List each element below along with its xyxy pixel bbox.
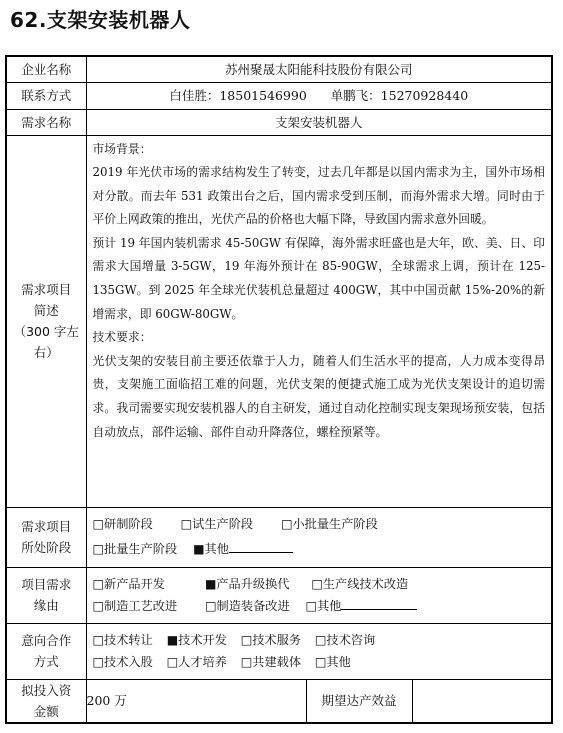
description-label-line: 右） bbox=[33, 345, 59, 360]
stage-options bbox=[86, 507, 552, 567]
cooperation-label bbox=[6, 623, 86, 679]
demand-name-value: 支架安装机器人 bbox=[86, 109, 552, 135]
contact-value: 白佳胜：18501546990 单鹏飞：15270928440 bbox=[86, 82, 552, 109]
description-row bbox=[6, 135, 552, 507]
description-paragraph: 2019 年光伏市场的需求结构发生了转变，过去几年都是以国内需求为主，国外市场相对分散。而去年 531 政策出台之后，国内需求受到压制，而海外需求大增。同时由于平价上网政策的推出，光伏产品的价格也大幅下降，导致国内需求意外回暖。 bbox=[92, 165, 546, 227]
description-label-line: 简述 bbox=[33, 303, 59, 318]
origin-options bbox=[86, 567, 552, 623]
cooperation-label-line: 意向合作 bbox=[21, 633, 72, 648]
cooperation-option-checkbox-checked[interactable]: ■技术开发 bbox=[166, 633, 227, 647]
description-content bbox=[86, 135, 552, 507]
origin-option-checkbox[interactable]: □其他 bbox=[305, 599, 342, 613]
demand-form-table bbox=[5, 55, 553, 724]
investment-row bbox=[6, 679, 552, 723]
stage-option-checkbox[interactable]: □小批量生产阶段 bbox=[280, 517, 378, 531]
description-paragraph: 技术要求： bbox=[92, 330, 152, 345]
origin-other-blank[interactable] bbox=[341, 597, 417, 610]
expected-benefit-value[interactable] bbox=[412, 679, 552, 723]
cooperation-option-checkbox[interactable]: □其他 bbox=[314, 655, 351, 669]
cooperation-options bbox=[86, 623, 552, 679]
company-value: 苏州聚晟太阳能科技股份有限公司 bbox=[86, 56, 552, 82]
investment-label-line: 拟投入资 bbox=[21, 682, 72, 698]
origin-option-checkbox[interactable]: □制造装备改进 bbox=[205, 599, 290, 613]
description-label bbox=[6, 135, 86, 507]
demand-name-label: 需求名称 bbox=[6, 109, 86, 135]
investment-label bbox=[6, 679, 86, 723]
stage-option-checkbox[interactable]: □研制阶段 bbox=[92, 517, 153, 531]
cooperation-option-checkbox[interactable]: □技术转让 bbox=[92, 633, 153, 647]
contact-row bbox=[6, 82, 552, 109]
stage-option-checkbox[interactable]: □试生产阶段 bbox=[180, 517, 254, 531]
demand-name-row bbox=[6, 109, 552, 135]
expected-benefit-label: 期望达产效益 bbox=[306, 679, 412, 723]
company-label: 企业名称 bbox=[6, 56, 86, 82]
description-label-line: 需求项目 bbox=[21, 282, 72, 297]
stage-label-line: 需求项目 bbox=[21, 519, 72, 534]
page-title: 62.支架安装机器人 bbox=[10, 8, 191, 32]
description-paragraph: 光伏支架的安装目前主要还依靠于人力，随着人们生活水平的提高，人力成本变得昂贵，支架施工面临招工难的问题，光伏支架的便捷式施工成为光伏支架设计的追切需求。我司需要实现安装机器人的自主研发，通过自动化控制实现支架现场预安装，包括自动放点，部件运输、部件自动升降落位，螺栓预紧等。 bbox=[92, 353, 546, 439]
cooperation-row bbox=[6, 623, 552, 679]
origin-label-line: 缘由 bbox=[33, 598, 59, 613]
investment-amount: 200 万 bbox=[86, 679, 306, 723]
description-paragraph: 市场背景： bbox=[92, 141, 152, 156]
stage-option-checkbox[interactable]: □批量生产阶段 bbox=[92, 542, 178, 556]
company-row bbox=[6, 56, 552, 82]
stage-option-checkbox-checked[interactable]: ■其他 bbox=[193, 542, 229, 556]
origin-label bbox=[6, 567, 86, 623]
cooperation-option-checkbox[interactable]: □技术入股 bbox=[92, 655, 153, 669]
cooperation-option-checkbox[interactable]: □技术服务 bbox=[240, 633, 302, 647]
cooperation-option-checkbox[interactable]: □共建载体 bbox=[240, 655, 302, 669]
investment-label-line: 金额 bbox=[33, 703, 59, 719]
origin-option-checkbox[interactable]: □新产品开发 bbox=[92, 577, 165, 591]
cooperation-option-checkbox[interactable]: □技术咨询 bbox=[314, 633, 376, 647]
stage-other-blank[interactable] bbox=[229, 540, 293, 553]
stage-row bbox=[6, 507, 552, 567]
cooperation-label-line: 方式 bbox=[33, 654, 59, 669]
origin-option-checkbox-checked[interactable]: ■产品升级换代 bbox=[204, 577, 290, 591]
description-label-line: （300 字左 bbox=[13, 324, 79, 339]
origin-row bbox=[6, 567, 552, 623]
contact-label: 联系方式 bbox=[6, 82, 86, 109]
stage-label bbox=[6, 507, 86, 567]
description-paragraph: 预计 19 年国内装机需求 45-50GW 有保障，海外需求旺盛也是大年，欧、美、日、印需求大国增量 3-5GW，19 年海外预计在 85-90GW，全球需求上调，预计在 125-135GW。到 2025 年全球光伏装机总量超过 400GW，其中中国贡献 15%-20%的新增需求，即 60GW-80GW。 bbox=[92, 235, 546, 321]
origin-option-checkbox[interactable]: □制造工艺改进 bbox=[92, 599, 178, 613]
stage-label-line: 所处阶段 bbox=[21, 540, 72, 555]
origin-label-line: 项目需求 bbox=[21, 577, 72, 592]
origin-option-checkbox[interactable]: □生产线技术改造 bbox=[311, 577, 409, 591]
cooperation-option-checkbox[interactable]: □人才培养 bbox=[166, 655, 227, 669]
